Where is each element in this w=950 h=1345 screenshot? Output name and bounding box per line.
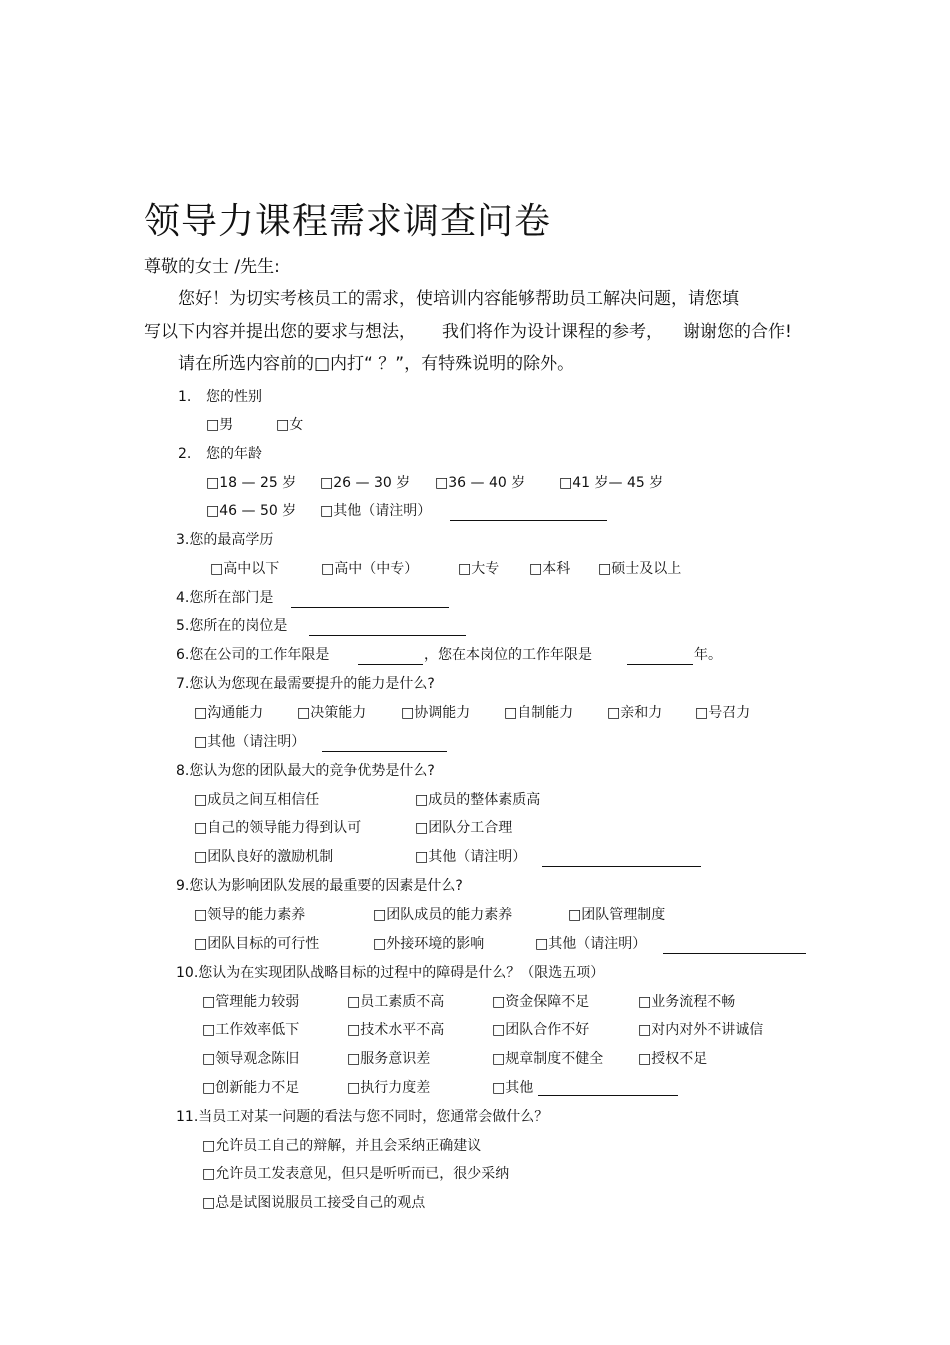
q2-number: 2. [178,446,192,462]
q3-option-bachelor[interactable]: □本科 [529,561,571,577]
q9-option-other[interactable]: □其他（请注明） [535,936,647,952]
q11-question: 11.当员工对某一问题的看法与您不同时，您通常会做什么？ [176,1109,549,1125]
q10-option-1[interactable]: □管理能力较弱 [202,994,300,1010]
instruction: 请在所选内容前的□内打“ ？”，有特殊说明的除外。 [178,354,575,374]
q11-option-3[interactable]: □总是试图说服员工接受自己的观点 [202,1195,426,1211]
intro-line-2a: 写以下内容并提出您的要求与想法， [144,322,416,342]
q6-question-a: 6.您在公司的工作年限是 [176,647,330,663]
q9-option-management[interactable]: □团队管理制度 [568,907,666,923]
q9-option-environment[interactable]: □外接环境的影响 [373,936,485,952]
q10-option-2[interactable]: □员工素质不高 [347,994,445,1010]
q7-option-appeal[interactable]: □号召力 [695,705,751,721]
q11-option-1[interactable]: □允许员工自己的辩解，并且会采纳正确建议 [202,1138,482,1154]
q8-option-division[interactable]: □团队分工合理 [415,820,513,836]
q8-question: 8.您认为您的团队最大的竞争优势是什么? [176,763,435,779]
q11-option-2[interactable]: □允许员工发表意见，但只是听听而已，很少采纳 [202,1166,510,1182]
q10-option-13[interactable]: □创新能力不足 [202,1080,300,1096]
q7-option-decision[interactable]: □决策能力 [297,705,367,721]
q8-other-blank[interactable] [542,866,701,867]
q9-option-feasibility[interactable]: □团队目标的可行性 [194,936,320,952]
q7-option-coordination[interactable]: □协调能力 [401,705,471,721]
q2-option-26-30[interactable]: □26 — 30 岁 [320,475,411,491]
q3-option-college[interactable]: □大专 [458,561,500,577]
q9-question: 9.您认为影响团队发展的最重要的因素是什么? [176,878,463,894]
q10-option-6[interactable]: □技术水平不高 [347,1022,445,1038]
q10-option-14[interactable]: □执行力度差 [347,1080,431,1096]
q10-option-5[interactable]: □工作效率低下 [202,1022,300,1038]
q10-option-3[interactable]: □资金保障不足 [492,994,590,1010]
q3-question: 3.您的最高学历 [176,532,274,548]
q5-answer-blank[interactable] [309,635,466,636]
q2-option-other[interactable]: □其他（请注明） [320,503,432,519]
q7-option-affinity[interactable]: □亲和力 [607,705,663,721]
q7-option-communication[interactable]: □沟通能力 [194,705,264,721]
q10-other-blank[interactable] [538,1095,678,1096]
salutation: 尊敬的女士 /先生: [144,257,280,277]
q6-question-b: ，您在本岗位的工作年限是 [424,647,592,663]
q2-other-blank[interactable] [450,520,607,521]
q8-option-leadership[interactable]: □自己的领导能力得到认可 [194,820,362,836]
q10-option-11[interactable]: □规章制度不健全 [492,1051,604,1067]
q10-option-8[interactable]: □对内对外不讲诚信 [638,1022,764,1038]
q3-option-master[interactable]: □硕士及以上 [598,561,682,577]
q9-option-leader-ability[interactable]: □领导的能力素养 [194,907,306,923]
q7-option-self-control[interactable]: □自制能力 [504,705,574,721]
intro-line-1: 您好！为切实考核员工的需求，使培训内容能够帮助员工解决问题，请您填 [178,289,739,309]
q7-question: 7.您认为您现在最需要提升的能力是什么? [176,676,435,692]
q6-position-years-blank[interactable] [627,664,693,665]
q2-question: 您的年龄 [206,446,262,462]
q1-option-male[interactable]: □男 [206,417,234,433]
q1-option-female[interactable]: □女 [276,417,304,433]
q10-option-7[interactable]: □团队合作不好 [492,1022,590,1038]
q10-option-10[interactable]: □服务意识差 [347,1051,431,1067]
page-title: 领导力课程需求调查问卷 [144,201,552,242]
q9-option-member-ability[interactable]: □团队成员的能力素养 [373,907,513,923]
q8-option-trust[interactable]: □成员之间互相信任 [194,792,320,808]
q1-question: 您的性别 [206,389,262,405]
q10-option-other[interactable]: □其他 [492,1080,534,1096]
q6-unit: 年。 [694,647,722,663]
q3-option-high-school[interactable]: □高中（中专） [321,561,419,577]
q10-question: 10.您认为在实现团队战略目标的过程中的障碍是什么？（限选五项） [176,965,605,981]
intro-line-2b: 我们将作为设计课程的参考， [442,322,663,342]
q10-option-12[interactable]: □授权不足 [638,1051,708,1067]
q9-other-blank[interactable] [663,953,806,954]
q4-question: 4.您所在部门是 [176,590,274,606]
q2-option-41-45[interactable]: □41 岁— 45 岁 [559,475,664,491]
q2-option-18-25[interactable]: □18 — 25 岁 [206,475,297,491]
q8-option-incentive[interactable]: □团队良好的激励机制 [194,849,334,865]
q4-answer-blank[interactable] [291,607,449,608]
q7-option-other[interactable]: □其他（请注明） [194,734,306,750]
q2-option-36-40[interactable]: □36 — 40 岁 [435,475,526,491]
q2-option-46-50[interactable]: □46 — 50 岁 [206,503,297,519]
q3-option-below-high-school[interactable]: □高中以下 [210,561,280,577]
q8-option-other[interactable]: □其他（请注明） [415,849,527,865]
q10-option-9[interactable]: □领导观念陈旧 [202,1051,300,1067]
intro-line-2c: 谢谢您的合作! [683,322,792,342]
q1-number: 1. [178,389,192,405]
q8-option-quality[interactable]: □成员的整体素质高 [415,792,541,808]
q7-other-blank[interactable] [322,751,447,752]
q6-company-years-blank[interactable] [358,664,423,665]
q5-question: 5.您所在的岗位是 [176,618,288,634]
q10-option-4[interactable]: □业务流程不畅 [638,994,736,1010]
